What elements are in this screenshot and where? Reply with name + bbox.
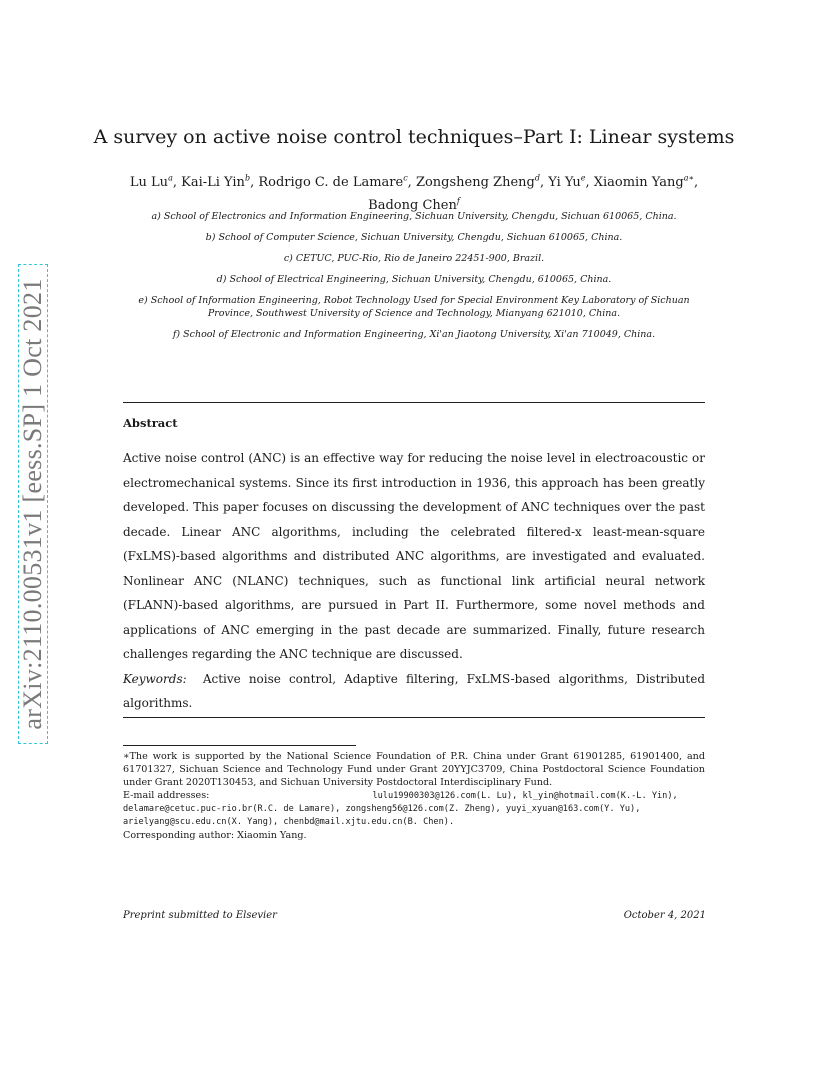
abstract-top-rule <box>123 402 705 403</box>
abstract-heading: Abstract <box>123 416 178 430</box>
affiliation-c: c) CETUC, PUC-Rio, Rio de Janeiro 22451-900, Brazil. <box>283 253 545 264</box>
arxiv-stamp-text: arXiv:2110.00531v1 [eess.SP] 1 Oct 2021 <box>18 278 47 730</box>
keywords-label: Keywords: <box>123 671 187 686</box>
affiliation-e: e) School of Information Engineering, Robot Technology Used for Special Environment Key Laboratory of Sichuan <box>138 295 690 306</box>
author: Kai-Li Yin$^b$, <box>181 174 259 191</box>
affiliation-f: f) School of Electronic and Information Engineering, Xi'an Jiaotong University, Xi'an 710049, China. <box>172 329 656 340</box>
affiliation-a: a) School of Electronics and Information Engineering, Sichuan University, Chengdu, Sichuan 610065, China. <box>151 211 677 222</box>
abstract-body <box>123 446 705 716</box>
footnote-rule <box>123 745 356 746</box>
email-addresses-line-3: arielyang@scu.edu.cn(X. Yang), chenbd@mail.xjtu.edu.cn(B. Chen). <box>123 817 455 827</box>
footnote <box>123 750 705 842</box>
affiliation-e-cont: Province, Southwest University of Science and Technology, Mianyang 621010, China. <box>207 308 621 319</box>
email-label: E-mail addresses: <box>123 790 210 801</box>
author: Zongsheng Zheng$^d$, <box>415 174 549 191</box>
author: Badong Chen$^f$ <box>368 196 460 213</box>
affiliation-b: b) School of Computer Science, Sichuan University, Chengdu, Sichuan 610065, China. <box>205 232 623 243</box>
email-list: lulu19900303@126.com(L. Lu), kl_yin@hotmail.com(K.-L. Yin), <box>372 791 678 801</box>
author: Rodrigo C. de Lamare$^c$, <box>258 174 416 191</box>
funding-note: ∗The work is supported by the National Science Foundation of P.R. China under Grant 61901285, 61901400, and 61701327, Sichuan Science and Technology Fund under Grant 20YYJC3709, China Postdoctoral Science Foundation under Grant 2020T130453, and Sichuan University Postdoctoral Interdisciplinary Fund. <box>123 751 705 788</box>
author: Yi Yu$^e$, <box>548 174 594 191</box>
author: Lu Lu$^a$, <box>129 174 182 191</box>
email-addresses-line-2: delamare@cetuc.puc-rio.br(R.C. de Lamare), zongsheng56@126.com(Z. Zheng), yuyi_xyuan@163.com(Y. Yu), <box>123 804 641 814</box>
paper-title: A survey on active noise control techniques–Part I: Linear systems <box>93 126 735 148</box>
abstract-text: Active noise control (ANC) is an effective way for reducing the noise level in electroacoustic or electromechanical systems. Since its first introduction in 1936, this approach has been greatly developed. This paper focuses on discussing the development of ANC techniques over the past decade. Linear ANC algorithms, including the celebrated filtered-x least-mean-square (FxLMS)-based algorithms and distributed ANC algorithms, are investigated and evaluated. Nonlinear ANC (NLANC) techniques, such as functional link artificial neural network (FLANN)-based algorithms, are pursued in Part II. Furthermore, some novel methods and applications of ANC emerging in the past decade are summarized. Finally, future research challenges regarding the ANC technique are discussed. <box>123 451 705 661</box>
author: Xiaomin Yang$^{a∗}$, <box>593 174 699 191</box>
abstract-bottom-rule <box>123 717 705 718</box>
email-addresses-line-1 <box>123 789 705 803</box>
preprint-date: October 4, 2021 <box>623 910 706 921</box>
keywords: Active noise control, Adaptive filtering, FxLMS-based algorithms, Distributed algorithms. <box>123 671 705 710</box>
author-list <box>0 170 828 215</box>
affiliation-d: d) School of Electrical Engineering, Sichuan University, Chengdu, 610065, China. <box>216 274 612 285</box>
preprint-note: Preprint submitted to Elsevier <box>123 910 277 921</box>
corresponding-author: Corresponding author: Xiaomin Yang. <box>123 830 307 841</box>
